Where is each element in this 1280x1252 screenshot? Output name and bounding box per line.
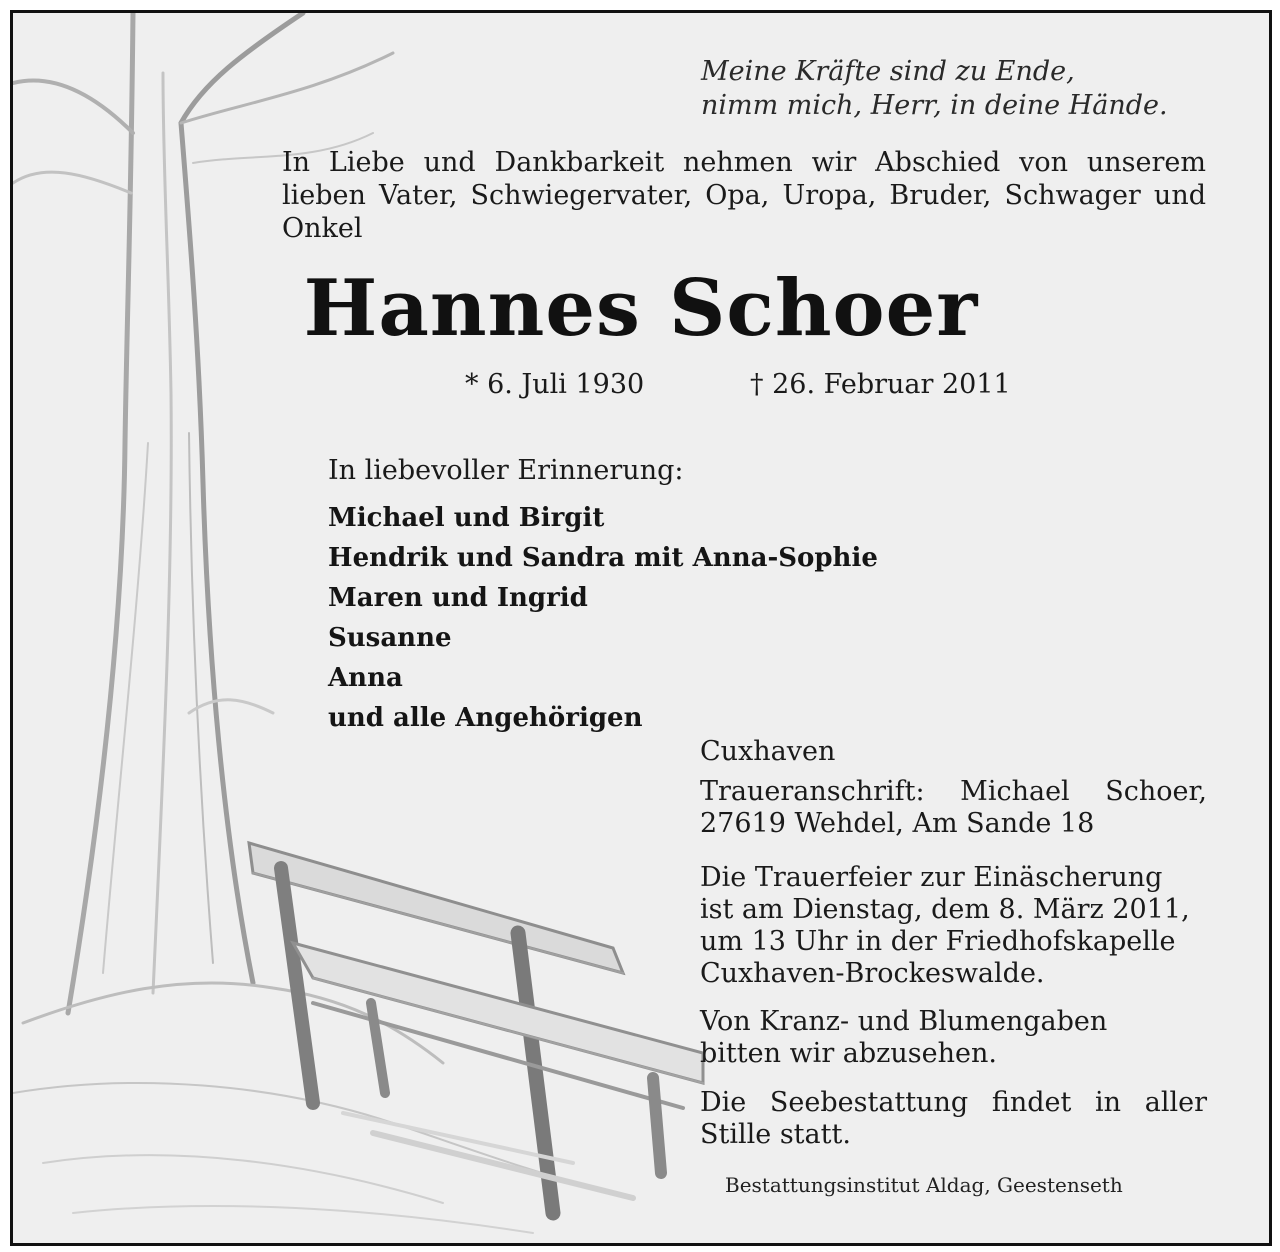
motto-line: nimm mich, Herr, in deine Hände. bbox=[701, 90, 1168, 121]
burial-note bbox=[700, 1087, 1207, 1151]
family-member: Maren und Ingrid bbox=[328, 583, 588, 613]
family-member: und alle Angehörigen bbox=[328, 703, 643, 733]
ceremony-line: Cuxhaven-Brockeswalde. bbox=[700, 958, 1045, 989]
funeral-home: Bestattungsinstitut Aldag, Geestenseth bbox=[725, 1173, 1123, 1197]
city: Cuxhaven bbox=[700, 736, 836, 767]
deceased-name: Hannes Schoer bbox=[303, 263, 979, 354]
mourning-address bbox=[700, 776, 1207, 840]
intro-text: In Liebe und Dankbarkeit nehmen wir Abschied von unserem lieben Vater, Schwiegervater, Opa, Uropa, Bruder, Schwager und Onkel bbox=[282, 147, 1206, 244]
motto-verse bbox=[701, 55, 1168, 123]
obituary-notice bbox=[10, 10, 1272, 1246]
address-line: 27619 Wehdel, Am Sande 18 bbox=[700, 808, 1095, 839]
ceremony-info bbox=[700, 862, 1190, 990]
birth-date: * 6. Juli 1930 bbox=[465, 369, 645, 400]
flowers-note bbox=[700, 1006, 1107, 1070]
memory-heading: In liebevoller Erinnerung: bbox=[328, 455, 684, 486]
family-member: Anna bbox=[328, 663, 403, 693]
family-member: Susanne bbox=[328, 623, 452, 653]
death-date: † 26. Februar 2011 bbox=[750, 369, 1011, 400]
address-line: Traueranschrift: Michael Schoer, bbox=[700, 776, 1207, 807]
ceremony-line: Die Trauerfeier zur Einäscherung bbox=[700, 862, 1163, 893]
ceremony-line: um 13 Uhr in der Friedhofskapelle bbox=[700, 926, 1176, 957]
burial-line: Die Seebestattung findet in aller bbox=[700, 1087, 1207, 1118]
flowers-line: Von Kranz- und Blumengaben bbox=[700, 1006, 1108, 1037]
family-member: Hendrik und Sandra mit Anna-Sophie bbox=[328, 543, 878, 573]
burial-line: Stille statt. bbox=[700, 1119, 851, 1150]
motto-line: Meine Kräfte sind zu Ende, bbox=[701, 56, 1075, 87]
flowers-line: bitten wir abzusehen. bbox=[700, 1038, 997, 1069]
family-member: Michael und Birgit bbox=[328, 503, 605, 533]
ceremony-line: ist am Dienstag, dem 8. März 2011, bbox=[700, 894, 1190, 925]
